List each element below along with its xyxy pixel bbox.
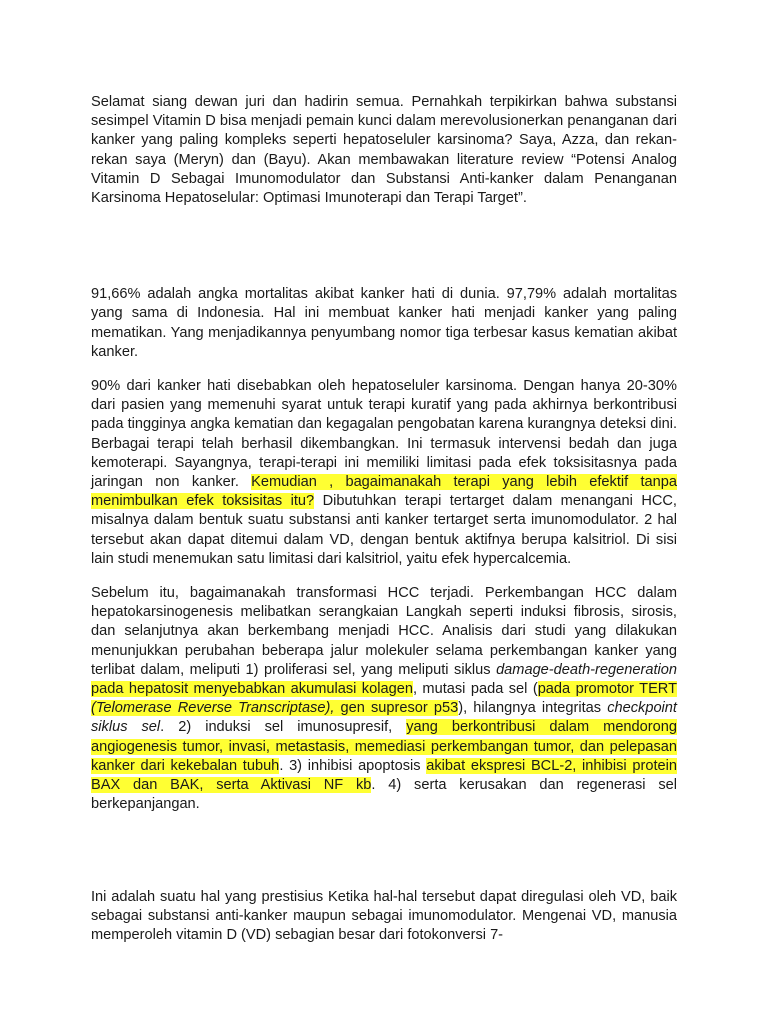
italic-term: checkpoint siklus sel: [91, 700, 677, 736]
highlighted-text: akibat ekspresi BCL-2, inhibisi protein BAX dan BAK, serta Aktivasi NF kb: [91, 757, 678, 794]
text-run: 90% dari kanker hati disebabkan oleh hepatoseluler karsinoma. Dengan hanya 20-30% dari pasien yang memenuhi syarat untuk terapi kuratif yang pada akhirnya berkontribusi pada tingginya angka kematian dan kegagalan pengobatan karena kurangnya deteksi dini. Berbagai terapi telah berhasil dikembangkan. Ini termasuk intervensi bedah dan juga kemoterapi. Sayangnya, terapi-terapi ini memiliki limitasi pada efek toksisitasnya pada jaringan non kanker.: [91, 378, 677, 491]
highlighted-text: yang berkontribusi dalam mendorong angiogenesis tumor, invasi, metastasis, memediasi perkembangan tumor, dan pelepasan kanker dari kekebalan tubuh: [91, 719, 677, 774]
text-run: , mutasi pada sel (: [412, 681, 538, 698]
text-run: Dibutuhkan terapi tertarget dalam menangani HCC, misalnya dalam bentuk suatu substansi anti kanker tertarget serta imunomodulator. 2 hal tersebut akan dapat ditemui dalam VD, dengan bentuk aktifnya berupa kalsitriol. Di sisi lain studi menemukan satu limitasi dari kalsitriol, yaitu efek hypercalcemia.: [91, 493, 677, 567]
blank-gap: [91, 208, 677, 285]
italic-term: damage-death-regeneration: [496, 661, 677, 678]
paragraph-vd-regulation: Ini adalah suatu hal yang prestisius Ketika hal-hal tersebut dapat diregulasi oleh VD, baik sebagai substansi anti-kanker maupun sebagai imunomodulator. Mengenai VD, manusia memperoleh vitamin D (VD) sebagian besar dari fotokonversi 7-: [91, 888, 677, 943]
paragraph-hcc-transformation: [91, 584, 677, 814]
highlighted-italic-text: (Telomerase Reverse Transcriptase),: [91, 700, 335, 717]
text-run: . 3) inhibisi apoptosis: [279, 757, 427, 774]
highlighted-text: gen supresor p53: [334, 700, 459, 717]
text-run: . 4) serta kerusakan dan regenerasi sel berkepanjangan.: [91, 777, 677, 813]
paragraph-mortality: 91,66% adalah angka mortalitas akibat kanker hati di dunia. 97,79% adalah mortalitas yang sama di Indonesia. Hal ini membuat kanker hati menjadi kanker yang paling mematikan. Yang menjadikannya penyumbang nomor tiga terbesar kasus kematian akibat kanker.: [91, 286, 677, 360]
paragraph-gap: [91, 362, 677, 377]
highlighted-text: pada promotor TERT: [537, 681, 677, 698]
text-run: . 2) induksi sel imunosupresif,: [160, 719, 407, 736]
highlighted-question: Kemudian , bagaimanakah terapi yang lebih efektif tanpa menimbulkan efek toksisitas itu?: [91, 474, 677, 510]
highlighted-text: pada hepatosit menyebabkan akumulasi kolagen: [91, 681, 413, 698]
paragraph-opening: Selamat siang dewan juri dan hadirin semua. Pernahkah terpikirkan bahwa substansi sesimpel Vitamin D bisa menjadi pemain kunci dalam merevolusionerkan penanganan dari kanker yang paling kompleks seperti hepatoseluler karsinoma? Saya, Azza, dan rekan-rekan saya (Meryn) dan (Bayu). Akan membawakan literature review “Potensi Analog Vitamin D Sebagai Imunomodulator dan Substansi Anti-kanker dalam Penanganan Karsinoma Hepatoselular: Optimasi Imunoterapi dan Terapi Target”.: [91, 94, 677, 207]
text-run: Sebelum itu, bagaimanakah transformasi HCC terjadi. Perkembangan HCC dalam hepatokarsinogenesis melibatkan serangkaian Langkah seperti induksi fibrosis, sirosis, dan selanjutnya akan berkembang menjadi HCC. Analisis dari studi yang dilakukan menunjukkan perubahan beberapa jalur molekuler selama perkembangan kanker yang terlibat dalam, meliputi 1) proliferasi sel, yang meliputi siklus: [91, 585, 677, 678]
blank-gap: [91, 815, 677, 888]
document-page: [91, 93, 677, 945]
text-run: ), hilangnya integritas: [458, 700, 608, 717]
paragraph-hcc-therapy: [91, 377, 677, 569]
paragraph-gap: [91, 569, 677, 584]
